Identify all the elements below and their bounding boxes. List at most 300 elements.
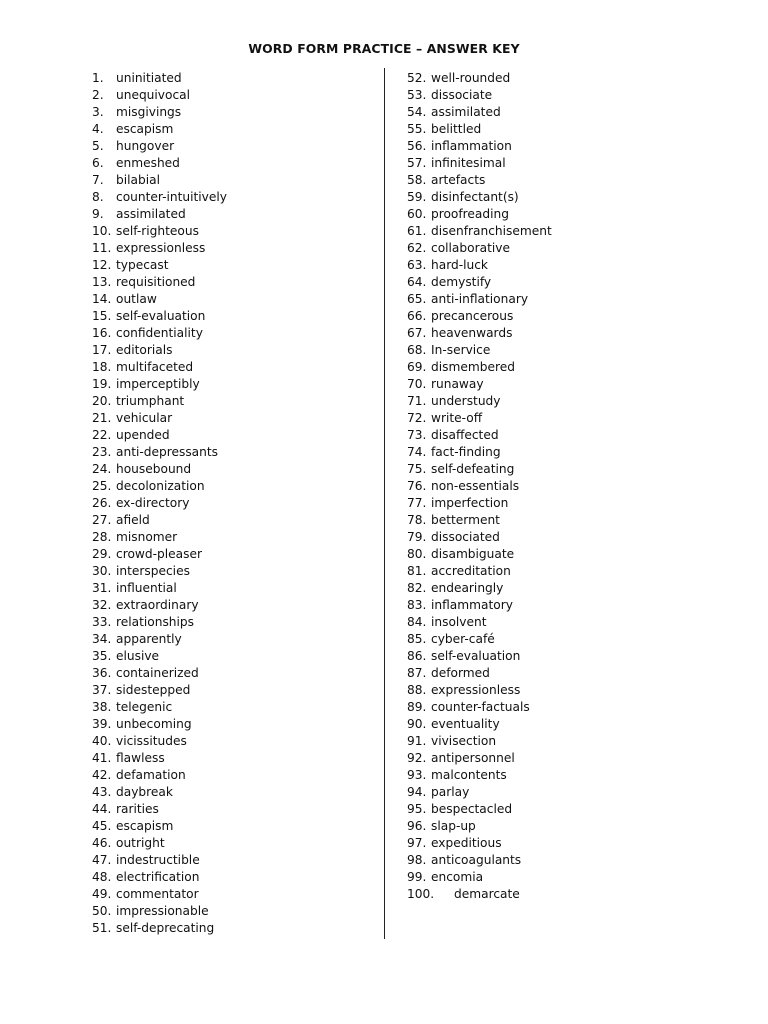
answer-item [92, 240, 227, 257]
answer-item [407, 410, 552, 427]
answer-item [92, 410, 227, 427]
answer-item [407, 716, 552, 733]
answer-word: imperfection [431, 496, 509, 510]
answer-item [407, 206, 552, 223]
answer-item [407, 648, 552, 665]
answer-word: self-righteous [116, 224, 199, 238]
item-number: 76. [407, 479, 427, 493]
item-number: 94. [407, 785, 427, 799]
answer-word: housebound [116, 462, 192, 476]
answer-item [92, 886, 227, 903]
item-number: 47. [92, 853, 112, 867]
answer-word: requisitioned [116, 275, 196, 289]
answer-word: understudy [431, 394, 501, 408]
answer-item [407, 87, 552, 104]
item-number: 70. [407, 377, 427, 391]
item-number: 83. [407, 598, 427, 612]
answer-item [407, 835, 552, 852]
item-number: 61. [407, 224, 427, 238]
item-number: 9. [92, 207, 104, 221]
answer-item [92, 835, 227, 852]
answer-word: heavenwards [431, 326, 513, 340]
item-number: 5. [92, 139, 104, 153]
answer-item [92, 138, 227, 155]
item-number: 46. [92, 836, 112, 850]
answer-word: anti-inflationary [431, 292, 529, 306]
item-number: 45. [92, 819, 112, 833]
item-number: 2. [92, 88, 104, 102]
answer-word: vivisection [431, 734, 497, 748]
answer-word: precancerous [431, 309, 514, 323]
answer-item [92, 563, 227, 580]
answer-word: outlaw [116, 292, 157, 306]
answer-item [92, 801, 227, 818]
item-number: 19. [92, 377, 112, 391]
answer-word: accreditation [431, 564, 511, 578]
answer-item [92, 104, 227, 121]
answer-item [92, 257, 227, 274]
answer-word: artefacts [431, 173, 486, 187]
item-number: 85. [407, 632, 427, 646]
item-number: 32. [92, 598, 112, 612]
answer-word: infinitesimal [431, 156, 506, 170]
answer-word: anti-depressants [116, 445, 218, 459]
answer-item [407, 427, 552, 444]
item-number: 99. [407, 870, 427, 884]
answer-word: cyber-café [431, 632, 495, 646]
answer-item [407, 274, 552, 291]
answer-item [407, 291, 552, 308]
page-title: WORD FORM PRACTICE – ANSWER KEY [248, 41, 520, 56]
answer-item [407, 189, 552, 206]
answer-word: unbecoming [116, 717, 192, 731]
answer-word: demarcate [454, 887, 520, 901]
item-number: 95. [407, 802, 427, 816]
answer-item [407, 597, 552, 614]
answer-item [407, 529, 552, 546]
item-number: 50. [92, 904, 112, 918]
answer-item [92, 223, 227, 240]
item-number: 44. [92, 802, 112, 816]
answer-word: escapism [116, 122, 174, 136]
item-number: 73. [407, 428, 427, 442]
answer-item [407, 257, 552, 274]
item-number: 57. [407, 156, 427, 170]
answer-item [92, 665, 227, 682]
answer-word: betterment [431, 513, 500, 527]
item-number: 35. [92, 649, 112, 663]
item-number: 88. [407, 683, 427, 697]
item-number: 38. [92, 700, 112, 714]
item-number: 42. [92, 768, 112, 782]
answer-item [92, 359, 227, 376]
item-number: 77. [407, 496, 427, 510]
answer-item [92, 699, 227, 716]
item-number: 65. [407, 292, 427, 306]
answer-word: editorials [116, 343, 173, 357]
answer-word: assimilated [116, 207, 186, 221]
answer-item [407, 393, 552, 410]
answer-item [407, 478, 552, 495]
answer-word: decolonization [116, 479, 205, 493]
item-number: 71. [407, 394, 427, 408]
item-number: 41. [92, 751, 112, 765]
answer-word: self-defeating [431, 462, 515, 476]
item-number: 51. [92, 921, 112, 935]
answer-word: proofreading [431, 207, 509, 221]
item-number: 98. [407, 853, 427, 867]
answer-item [407, 70, 552, 87]
answer-word: daybreak [116, 785, 173, 799]
answer-word: fact-finding [431, 445, 501, 459]
item-number: 64. [407, 275, 427, 289]
item-number: 60. [407, 207, 427, 221]
answer-item [92, 172, 227, 189]
answer-item [92, 155, 227, 172]
answer-item [92, 614, 227, 631]
answer-word: indestructible [116, 853, 200, 867]
answer-item [407, 546, 552, 563]
answer-item [92, 716, 227, 733]
answer-item [92, 478, 227, 495]
answer-item [407, 495, 552, 512]
answer-word: elusive [116, 649, 160, 663]
answer-item [92, 274, 227, 291]
answer-item [92, 427, 227, 444]
answer-item [92, 376, 227, 393]
item-number: 11. [92, 241, 112, 255]
answer-word: crowd-pleaser [116, 547, 202, 561]
item-number: 21. [92, 411, 112, 425]
answer-word: ex-directory [116, 496, 190, 510]
answer-word: deformed [431, 666, 490, 680]
answer-item [407, 376, 552, 393]
answer-item [407, 665, 552, 682]
answer-word: anticoagulants [431, 853, 522, 867]
answer-word: afield [116, 513, 150, 527]
item-number: 96. [407, 819, 427, 833]
answer-item [407, 138, 552, 155]
answer-item [407, 852, 552, 869]
item-number: 39. [92, 717, 112, 731]
answer-word: relationships [116, 615, 194, 629]
item-number: 62. [407, 241, 427, 255]
item-number: 25. [92, 479, 112, 493]
item-number: 54. [407, 105, 427, 119]
answer-word: vehicular [116, 411, 173, 425]
answer-word: defamation [116, 768, 186, 782]
item-number: 26. [92, 496, 112, 510]
answer-word: misgivings [116, 105, 182, 119]
answer-item [92, 121, 227, 138]
item-number: 53. [407, 88, 427, 102]
answer-word: dissociated [431, 530, 500, 544]
answer-word: impressionable [116, 904, 209, 918]
answer-item [407, 240, 552, 257]
answer-item [407, 512, 552, 529]
answer-item [92, 87, 227, 104]
item-number: 28. [92, 530, 112, 544]
item-number: 8. [92, 190, 104, 204]
item-number: 43. [92, 785, 112, 799]
answer-word: counter-intuitively [116, 190, 227, 204]
answer-word: malcontents [431, 768, 507, 782]
answer-item [407, 886, 552, 903]
item-number: 34. [92, 632, 112, 646]
item-number: 16. [92, 326, 112, 340]
item-number: 52. [407, 71, 427, 85]
item-number: 97. [407, 836, 427, 850]
answer-word: expressionless [431, 683, 521, 697]
answer-word: encomia [431, 870, 484, 884]
answer-item [407, 223, 552, 240]
answer-item [92, 189, 227, 206]
answer-item [92, 546, 227, 563]
answer-item [407, 869, 552, 886]
answer-word: bespectacled [431, 802, 513, 816]
answer-item [407, 818, 552, 835]
answer-word: sidestepped [116, 683, 191, 697]
answer-item [92, 393, 227, 410]
item-number: 13. [92, 275, 112, 289]
item-number: 55. [407, 122, 427, 136]
item-number: 4. [92, 122, 104, 136]
answer-item [407, 325, 552, 342]
answer-word: dismembered [431, 360, 515, 374]
item-number: 20. [92, 394, 112, 408]
item-number: 29. [92, 547, 112, 561]
answer-item [92, 529, 227, 546]
answer-word: well-rounded [431, 71, 511, 85]
answer-item [92, 444, 227, 461]
answer-word: imperceptibly [116, 377, 200, 391]
item-number: 37. [92, 683, 112, 697]
answer-word: dissociate [431, 88, 493, 102]
answer-word: uninitiated [116, 71, 182, 85]
answer-item [92, 767, 227, 784]
answer-word: telegenic [116, 700, 173, 714]
answer-item [92, 597, 227, 614]
answer-item [407, 801, 552, 818]
answer-word: In-service [431, 343, 491, 357]
answer-item [92, 631, 227, 648]
item-number: 93. [407, 768, 427, 782]
answer-word: unequivocal [116, 88, 191, 102]
item-number: 33. [92, 615, 112, 629]
item-number: 6. [92, 156, 104, 170]
item-number: 23. [92, 445, 112, 459]
item-number: 79. [407, 530, 427, 544]
answer-item [92, 495, 227, 512]
answer-word: belittled [431, 122, 482, 136]
answer-word: commentator [116, 887, 199, 901]
answer-item [407, 563, 552, 580]
answer-word: electrification [116, 870, 200, 884]
item-number: 91. [407, 734, 427, 748]
item-number: 1. [92, 71, 104, 85]
answer-word: hungover [116, 139, 175, 153]
answer-word: disaffected [431, 428, 499, 442]
item-number: 3. [92, 105, 104, 119]
answer-word: demystify [431, 275, 492, 289]
answer-item [92, 206, 227, 223]
answer-item [92, 920, 227, 937]
answer-item [407, 359, 552, 376]
answer-word: vicissitudes [116, 734, 187, 748]
answer-word: parlay [431, 785, 470, 799]
answer-item [92, 512, 227, 529]
item-number: 66. [407, 309, 427, 323]
answer-list-left [92, 70, 227, 937]
answer-word: self-evaluation [116, 309, 206, 323]
answer-word: inflammatory [431, 598, 513, 612]
item-number: 74. [407, 445, 427, 459]
answer-word: endearingly [431, 581, 504, 595]
answer-item [407, 308, 552, 325]
answer-item [92, 70, 227, 87]
answer-item [92, 903, 227, 920]
answer-item [92, 342, 227, 359]
answer-item [92, 869, 227, 886]
answer-item [407, 631, 552, 648]
answer-item [407, 614, 552, 631]
answer-word: non-essentials [431, 479, 520, 493]
item-number: 80. [407, 547, 427, 561]
item-number: 17. [92, 343, 112, 357]
item-number: 63. [407, 258, 427, 272]
answer-item [92, 308, 227, 325]
item-number: 90. [407, 717, 427, 731]
answer-word: apparently [116, 632, 182, 646]
answer-item [92, 818, 227, 835]
answer-word: enmeshed [116, 156, 180, 170]
column-divider [384, 68, 385, 939]
item-number: 84. [407, 615, 427, 629]
answer-word: confidentiality [116, 326, 203, 340]
item-number: 59. [407, 190, 427, 204]
answer-item [407, 104, 552, 121]
answer-item [92, 852, 227, 869]
item-number: 27. [92, 513, 112, 527]
answer-word: assimilated [431, 105, 501, 119]
item-number: 22. [92, 428, 112, 442]
answer-item [407, 342, 552, 359]
item-number: 48. [92, 870, 112, 884]
answer-item [407, 767, 552, 784]
answer-word: typecast [116, 258, 169, 272]
answer-item [92, 750, 227, 767]
answer-word: triumphant [116, 394, 185, 408]
answer-word: eventuality [431, 717, 500, 731]
answer-word: write-off [431, 411, 483, 425]
answer-item [92, 784, 227, 801]
answer-item [92, 291, 227, 308]
answer-word: antipersonnel [431, 751, 515, 765]
answer-word: misnomer [116, 530, 178, 544]
item-number: 10. [92, 224, 112, 238]
answer-word: bilabial [116, 173, 160, 187]
answer-item [407, 155, 552, 172]
answer-word: escapism [116, 819, 174, 833]
answer-word: disenfranchisement [431, 224, 552, 238]
item-number: 100. [407, 887, 435, 901]
answer-word: extraordinary [116, 598, 199, 612]
answer-word: self-evaluation [431, 649, 521, 663]
answer-word: flawless [116, 751, 165, 765]
answer-word: slap-up [431, 819, 476, 833]
answer-item [407, 682, 552, 699]
item-number: 14. [92, 292, 112, 306]
answer-item [92, 325, 227, 342]
item-number: 78. [407, 513, 427, 527]
item-number: 75. [407, 462, 427, 476]
item-number: 86. [407, 649, 427, 663]
answer-item [407, 121, 552, 138]
answer-list-right [407, 70, 552, 903]
item-number: 49. [92, 887, 112, 901]
answer-word: self-deprecating [116, 921, 215, 935]
item-number: 69. [407, 360, 427, 374]
item-number: 89. [407, 700, 427, 714]
item-number: 31. [92, 581, 112, 595]
answer-word: expressionless [116, 241, 206, 255]
answer-item [92, 461, 227, 478]
item-number: 82. [407, 581, 427, 595]
answer-word: insolvent [431, 615, 487, 629]
item-number: 68. [407, 343, 427, 357]
answer-item [407, 580, 552, 597]
answer-word: hard-luck [431, 258, 488, 272]
item-number: 7. [92, 173, 104, 187]
answer-item [407, 444, 552, 461]
item-number: 12. [92, 258, 112, 272]
answer-word: multifaceted [116, 360, 194, 374]
answer-word: counter-factuals [431, 700, 530, 714]
item-number: 24. [92, 462, 112, 476]
item-number: 87. [407, 666, 427, 680]
item-number: 56. [407, 139, 427, 153]
item-number: 92. [407, 751, 427, 765]
answer-word: collaborative [431, 241, 510, 255]
item-number: 30. [92, 564, 112, 578]
answer-word: upended [116, 428, 170, 442]
answer-word: expeditious [431, 836, 502, 850]
item-number: 36. [92, 666, 112, 680]
answer-item [407, 172, 552, 189]
answer-item [92, 682, 227, 699]
item-number: 18. [92, 360, 112, 374]
answer-item [407, 750, 552, 767]
answer-word: rarities [116, 802, 159, 816]
answer-word: disinfectant(s) [431, 190, 519, 204]
answer-item [92, 580, 227, 597]
answer-item [407, 461, 552, 478]
item-number: 40. [92, 734, 112, 748]
item-number: 81. [407, 564, 427, 578]
answer-item [92, 733, 227, 750]
answer-word: runaway [431, 377, 484, 391]
answer-word: influential [116, 581, 177, 595]
answer-word: containerized [116, 666, 199, 680]
item-number: 15. [92, 309, 112, 323]
answer-word: outright [116, 836, 165, 850]
answer-item [92, 648, 227, 665]
answer-word: interspecies [116, 564, 190, 578]
item-number: 58. [407, 173, 427, 187]
answer-word: inflammation [431, 139, 512, 153]
answer-item [407, 784, 552, 801]
answer-item [407, 733, 552, 750]
